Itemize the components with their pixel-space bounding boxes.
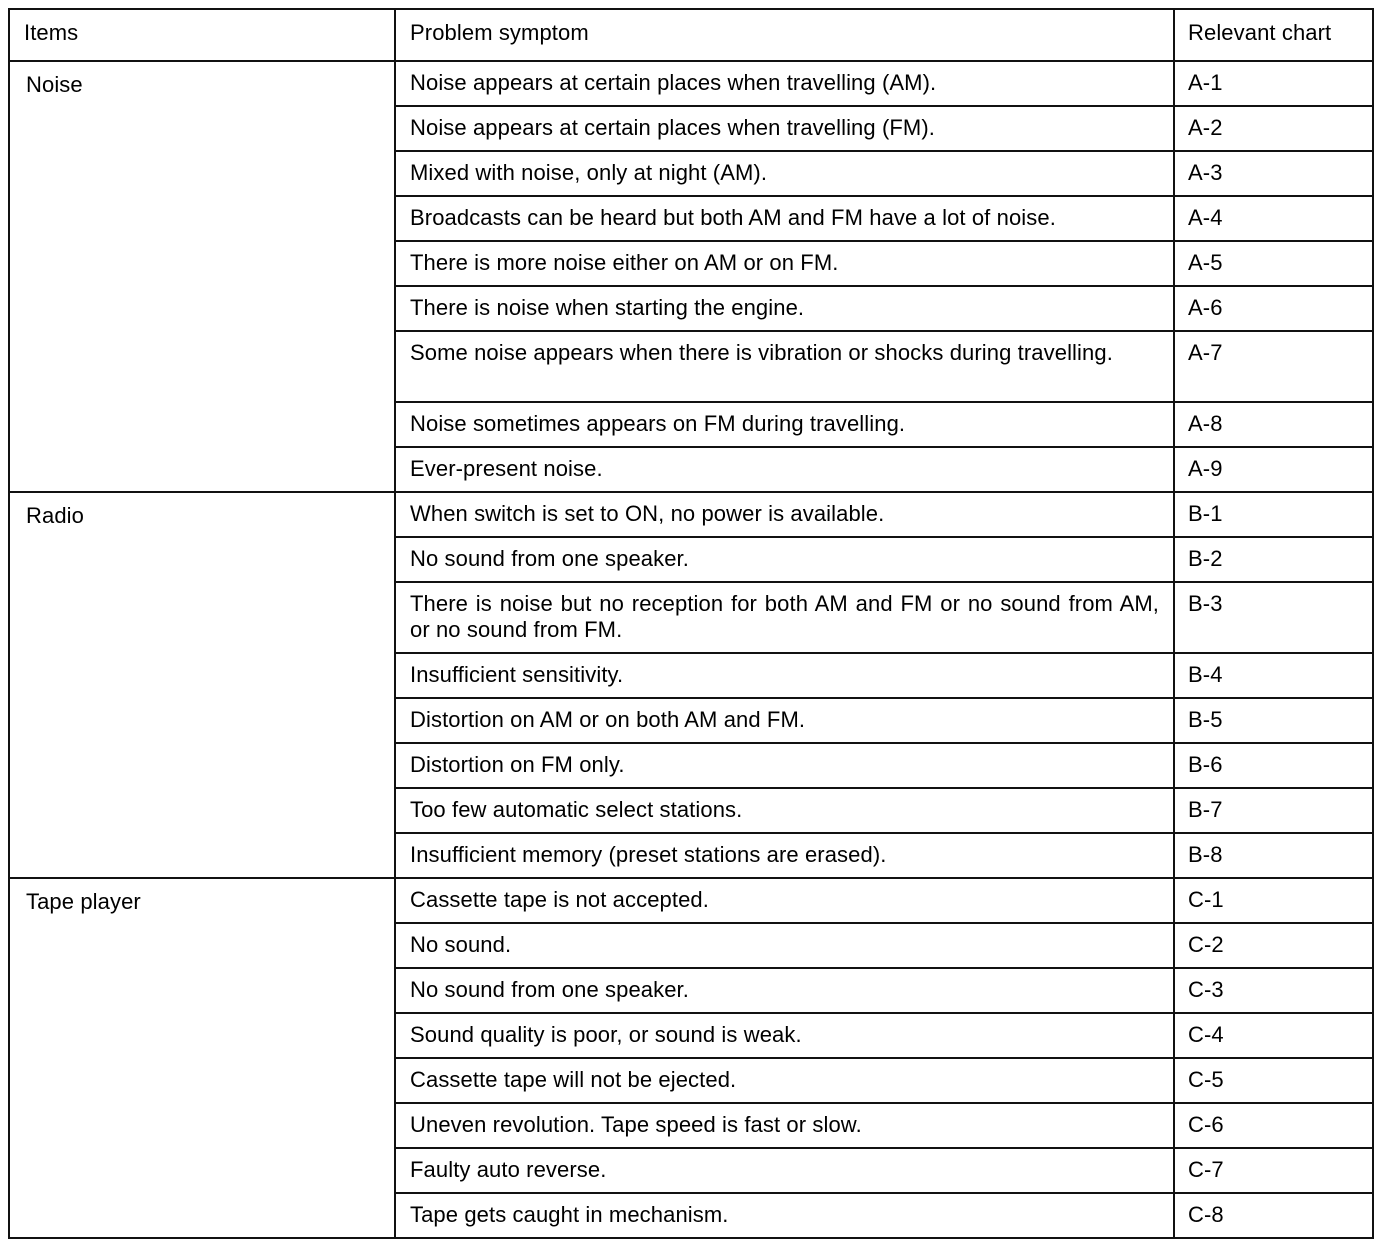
symptom-cell: Sound quality is poor, or sound is weak. — [395, 1013, 1174, 1058]
symptom-cell: Cassette tape is not accepted. — [395, 878, 1174, 923]
troubleshooting-sheet — [8, 8, 1372, 1239]
symptom-cell: No sound. — [395, 923, 1174, 968]
symptom-cell: Too few automatic select stations. — [395, 788, 1174, 833]
symptom-cell: Distortion on AM or on both AM and FM. — [395, 698, 1174, 743]
table-row — [9, 61, 1373, 106]
symptom-cell: There is noise but no reception for both AM and FM or no sound from AM, or no sound from FM. — [395, 582, 1174, 653]
symptom-cell: Distortion on FM only. — [395, 743, 1174, 788]
chart-ref-cell: C-5 — [1174, 1058, 1373, 1103]
table-body — [9, 61, 1373, 1238]
chart-ref-cell: B-7 — [1174, 788, 1373, 833]
header-relevant-chart: Relevant chart — [1174, 9, 1373, 61]
chart-ref-cell: C-8 — [1174, 1193, 1373, 1238]
symptom-cell: No sound from one speaker. — [395, 968, 1174, 1013]
symptom-chart-table — [8, 8, 1374, 1239]
table-header — [9, 9, 1373, 61]
symptom-cell: Insufficient sensitivity. — [395, 653, 1174, 698]
table-row — [9, 878, 1373, 923]
symptom-cell: Some noise appears when there is vibration or shocks during travelling. — [395, 331, 1174, 402]
chart-ref-cell: A-4 — [1174, 196, 1373, 241]
symptom-cell: Uneven revolution. Tape speed is fast or slow. — [395, 1103, 1174, 1148]
chart-ref-cell: B-6 — [1174, 743, 1373, 788]
symptom-cell: There is more noise either on AM or on FM. — [395, 241, 1174, 286]
chart-ref-cell: B-5 — [1174, 698, 1373, 743]
header-items: Items — [9, 9, 395, 61]
symptom-cell: Noise appears at certain places when travelling (AM). — [395, 61, 1174, 106]
item-tape-player: Tape player — [9, 878, 395, 1238]
symptom-cell: Ever-present noise. — [395, 447, 1174, 492]
symptom-cell: Broadcasts can be heard but both AM and FM have a lot of noise. — [395, 196, 1174, 241]
chart-ref-cell: A-2 — [1174, 106, 1373, 151]
chart-ref-cell: A-9 — [1174, 447, 1373, 492]
header-row — [9, 9, 1373, 61]
chart-ref-cell: B-8 — [1174, 833, 1373, 878]
symptom-cell: Faulty auto reverse. — [395, 1148, 1174, 1193]
symptom-cell: There is noise when starting the engine. — [395, 286, 1174, 331]
symptom-cell: Tape gets caught in mechanism. — [395, 1193, 1174, 1238]
item-radio: Radio — [9, 492, 395, 878]
item-noise: Noise — [9, 61, 395, 492]
symptom-cell: Noise appears at certain places when travelling (FM). — [395, 106, 1174, 151]
chart-ref-cell: A-5 — [1174, 241, 1373, 286]
symptom-cell: When switch is set to ON, no power is available. — [395, 492, 1174, 537]
symptom-cell: Cassette tape will not be ejected. — [395, 1058, 1174, 1103]
chart-ref-cell: C-4 — [1174, 1013, 1373, 1058]
symptom-cell: No sound from one speaker. — [395, 537, 1174, 582]
chart-ref-cell: A-8 — [1174, 402, 1373, 447]
symptom-cell: Insufficient memory (preset stations are erased). — [395, 833, 1174, 878]
chart-ref-cell: B-2 — [1174, 537, 1373, 582]
chart-ref-cell: A-7 — [1174, 331, 1373, 402]
header-problem-symptom: Problem symptom — [395, 9, 1174, 61]
chart-ref-cell: A-1 — [1174, 61, 1373, 106]
chart-ref-cell: C-7 — [1174, 1148, 1373, 1193]
chart-ref-cell: B-3 — [1174, 582, 1373, 653]
symptom-cell: Noise sometimes appears on FM during travelling. — [395, 402, 1174, 447]
chart-ref-cell: C-1 — [1174, 878, 1373, 923]
chart-ref-cell: C-6 — [1174, 1103, 1373, 1148]
symptom-cell: Mixed with noise, only at night (AM). — [395, 151, 1174, 196]
chart-ref-cell: C-3 — [1174, 968, 1373, 1013]
chart-ref-cell: B-1 — [1174, 492, 1373, 537]
chart-ref-cell: C-2 — [1174, 923, 1373, 968]
chart-ref-cell: A-6 — [1174, 286, 1373, 331]
chart-ref-cell: B-4 — [1174, 653, 1373, 698]
table-row — [9, 492, 1373, 537]
chart-ref-cell: A-3 — [1174, 151, 1373, 196]
